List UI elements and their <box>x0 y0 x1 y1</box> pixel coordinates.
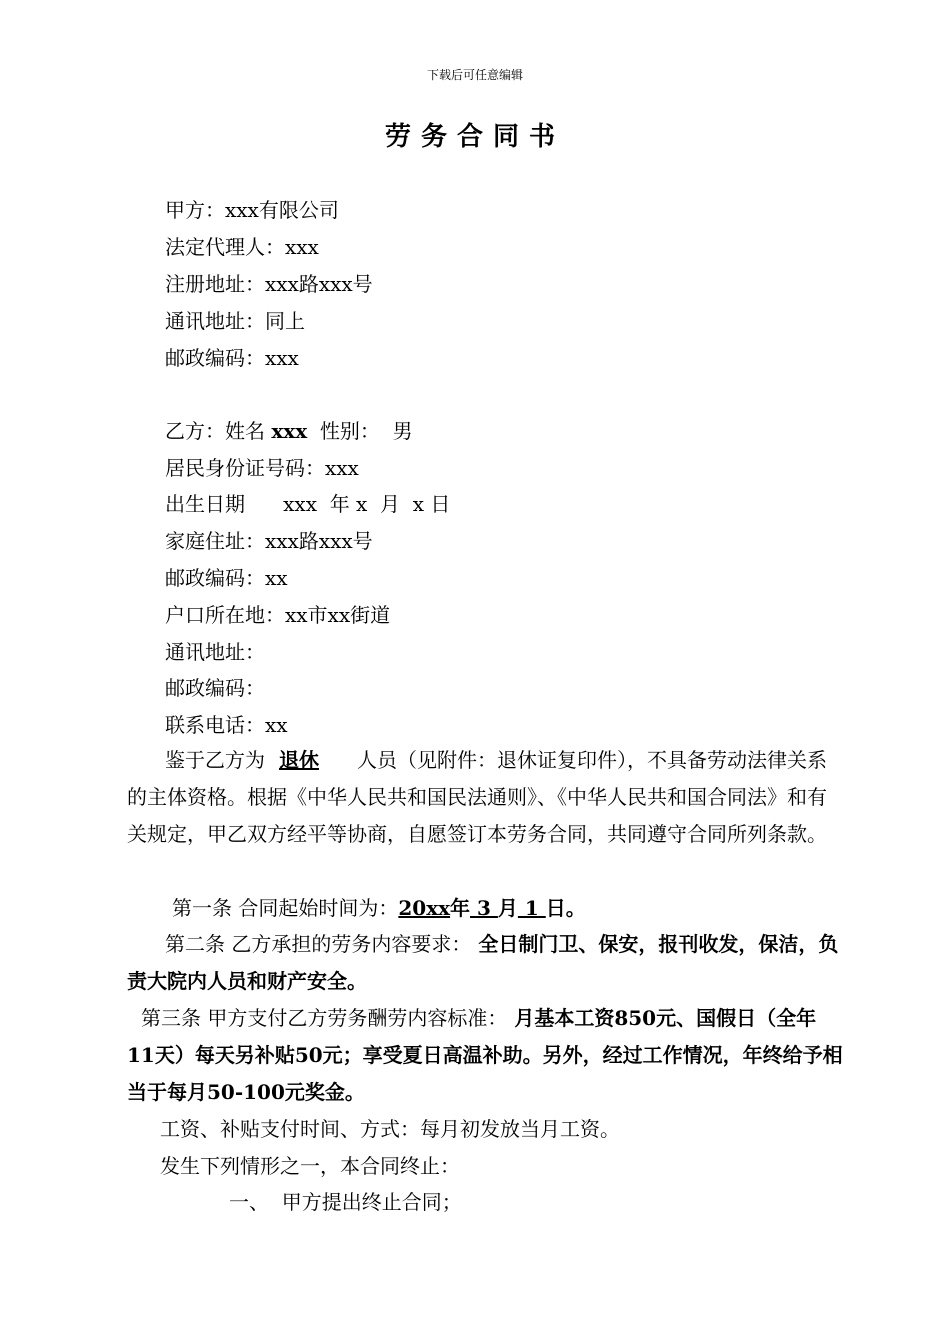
termination-item-1: 一、 甲方提出终止合同； <box>229 1190 462 1214</box>
party-b-name-line <box>165 418 413 444</box>
start-day: 1 <box>517 896 546 920</box>
start-month: 3 <box>470 896 498 920</box>
day-label: 日。 <box>545 896 586 920</box>
party-b-hukou: 户口所在地：xx市xx街道 <box>165 603 391 627</box>
party-b-postcode: 邮政编码：xx <box>165 566 288 590</box>
article-1 <box>172 895 586 921</box>
document-title: 劳务合同书 <box>384 122 565 152</box>
party-b-gender: 性别： 男 <box>307 419 413 443</box>
party-b-birth: 出生日期 xxx 年 x 月 x 日 <box>165 492 451 516</box>
party-b-mail-address: 通讯地址： <box>165 640 265 664</box>
article-2 <box>127 926 843 1000</box>
month-label: 月 <box>497 896 518 920</box>
article-3-label: 第三条 甲方支付乙方劳务酬劳内容标准： <box>141 1006 508 1030</box>
termination-intro: 发生下列情形之一，本合同终止： <box>160 1154 460 1178</box>
intro-text-2: 人员（见附件：退休证复印件），不具备劳动法律关系的主体资格。根据《中华人民共和国民法通则》、《中华人民共和国合同法》和有关规定，甲乙双方经平等协商，自愿签订本劳务合同，共同遵守合同所列条款。 <box>127 748 827 846</box>
party-a-legal-rep: 法定代理人：xxx <box>165 235 319 259</box>
party-b-address: 家庭住址：xxx路xxx号 <box>165 529 373 553</box>
year-label: 年 <box>450 896 471 920</box>
article-2-label: 第二条 乙方承担的劳务内容要求： <box>165 932 472 956</box>
article-3 <box>127 1000 843 1111</box>
retire-status: 退休 <box>279 748 319 772</box>
start-year: 20xx <box>398 896 451 920</box>
article-3-content: 月基本工资850元、国假日（全年11天）每天另补贴50元；享受夏日高温补助。另外，经过工作情况，年终给予相当于每月50-100元奖金。 <box>127 1006 843 1104</box>
party-a-name: 甲方：xxx有限公司 <box>165 198 339 222</box>
party-b-name-label: 乙方：姓名 <box>165 419 272 443</box>
party-a-mail-address: 通讯地址：同上 <box>165 309 305 333</box>
page-header: 下载后可任意编辑 <box>426 68 523 82</box>
article-1-label: 第一条 合同起始时间为： <box>172 896 399 920</box>
payment-terms: 工资、补贴支付时间、方式：每月初发放当月工资。 <box>160 1117 620 1141</box>
article-2-content: 全日制门卫、保安，报刊收发，保洁，负责大院内人员和财产安全。 <box>127 932 839 993</box>
party-a-postcode: 邮政编码：xxx <box>165 346 299 370</box>
intro-paragraph <box>127 742 843 853</box>
party-a-reg-address: 注册地址：xxx路xxx号 <box>165 272 373 296</box>
party-b-name-value: xxx <box>271 419 308 443</box>
party-b-id: 居民身份证号码：xxx <box>165 456 359 480</box>
intro-text-1: 鉴于乙方为 <box>165 748 265 772</box>
party-b-mail-postcode: 邮政编码： <box>165 676 265 700</box>
party-b-phone: 联系电话：xx <box>165 713 288 737</box>
